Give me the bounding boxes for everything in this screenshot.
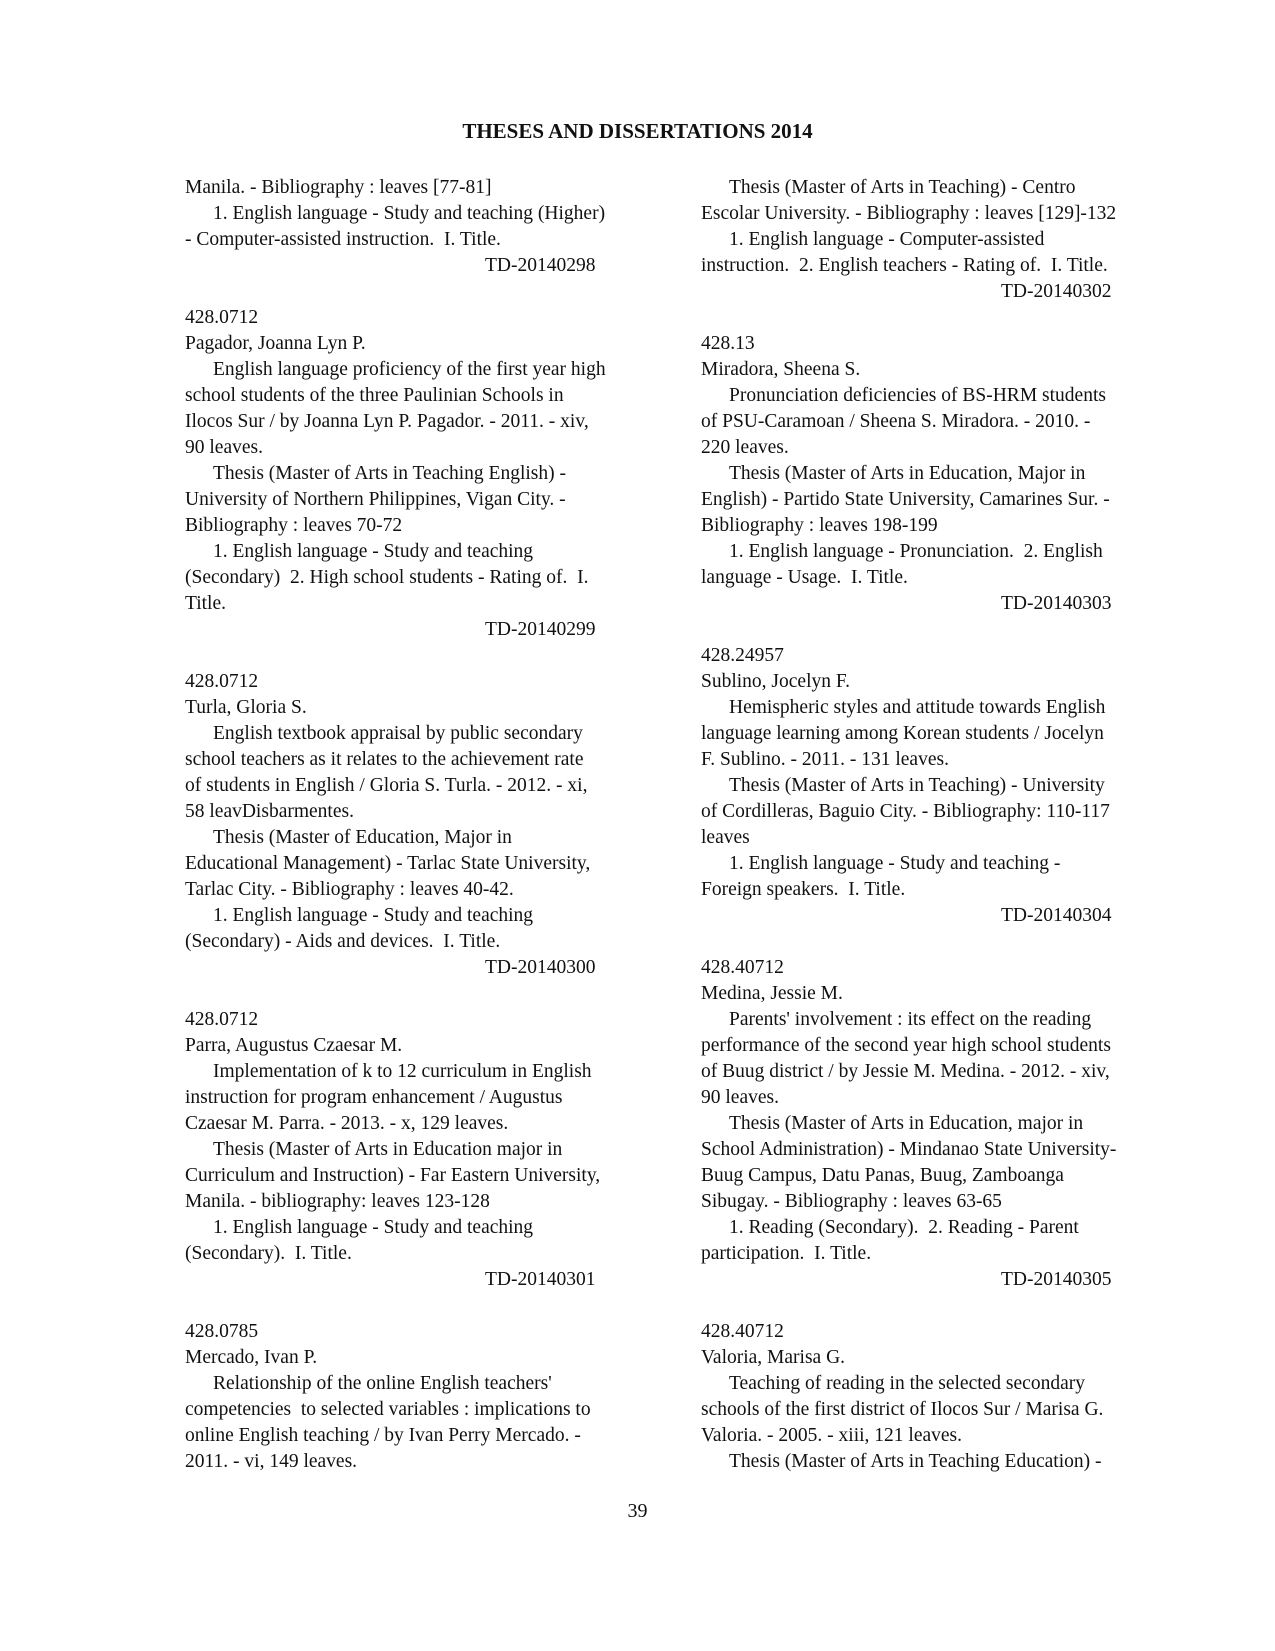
accession-number: TD-20140305 <box>1001 1269 1112 1290</box>
title-line: performance of the second year high school students <box>701 1035 1111 1056</box>
thesis-note-line: School Administration) - Mindanao State University- <box>701 1139 1117 1160</box>
author-name: Miradora, Sheena S. <box>701 359 861 380</box>
thesis-note-line: Tarlac City. - Bibliography : leaves 40-42. <box>185 879 514 900</box>
subject-line: (Secondary). I. Title. <box>185 1243 352 1264</box>
catalog-entry <box>185 1319 675 1475</box>
subject-line: Title. <box>185 593 227 614</box>
continuation-line: instruction. 2. English teachers - Rating of. I. Title. <box>701 255 1108 276</box>
entry-spacer <box>185 279 675 305</box>
entry-spacer <box>701 929 1191 955</box>
thesis-note-line: Thesis (Master of Arts in Education, Major in <box>729 463 1086 484</box>
continuation-line: Thesis (Master of Arts in Teaching) - Centro <box>729 177 1076 198</box>
accession-number: TD-20140299 <box>485 619 596 640</box>
author-name: Pagador, Joanna Lyn P. <box>185 333 366 354</box>
title-line: language learning among Korean students / Jocelyn <box>701 723 1104 744</box>
thesis-note-line: Thesis (Master of Arts in Teaching Education) - <box>729 1451 1102 1472</box>
catalog-entry <box>701 331 1191 617</box>
title-line: Parents' involvement : its effect on the reading <box>729 1009 1092 1030</box>
continuation-line: Manila. - Bibliography : leaves [77-81] <box>185 177 492 198</box>
subject-line: language - Usage. I. Title. <box>701 567 908 588</box>
title-line: instruction for program enhancement / Augustus <box>185 1087 563 1108</box>
title-line: of students in English / Gloria S. Turla. - 2012. - xi, <box>185 775 588 796</box>
title-line: 58 leavDisbarmentes. <box>185 801 354 822</box>
title-line: Czaesar M. Parra. - 2013. - x, 129 leaves. <box>185 1113 509 1134</box>
title-line: English language proficiency of the first year high <box>213 359 606 380</box>
thesis-note-line: Educational Management) - Tarlac State University, <box>185 853 591 874</box>
page-number: 39 <box>627 1500 648 1522</box>
thesis-note-line: Curriculum and Instruction) - Far Eastern University, <box>185 1165 601 1186</box>
entry-spacer <box>185 1293 675 1319</box>
author-name: Parra, Augustus Czaesar M. <box>185 1035 403 1056</box>
title-line: competencies to selected variables : implications to <box>185 1399 591 1420</box>
call-number: 428.40712 <box>701 957 784 978</box>
subject-line: Foreign speakers. I. Title. <box>701 879 906 900</box>
title-line: 90 leaves. <box>701 1087 779 1108</box>
accession-number: TD-20140300 <box>485 957 596 978</box>
title-line: Pronunciation deficiencies of BS-HRM students <box>729 385 1106 406</box>
thesis-note-line: Buug Campus, Datu Panas, Buug, Zamboanga <box>701 1165 1064 1186</box>
thesis-note-line: Bibliography : leaves 70-72 <box>185 515 403 536</box>
catalog-entry <box>185 669 675 981</box>
continuation-line: Escolar University. - Bibliography : leaves [129]-132 <box>701 203 1117 224</box>
thesis-note-line: of Cordilleras, Baguio City. - Bibliography: 110-117 <box>701 801 1110 822</box>
entry-spacer <box>701 305 1191 331</box>
subject-line: (Secondary) - Aids and devices. I. Title. <box>185 931 501 952</box>
call-number: 428.13 <box>701 333 755 354</box>
author-name: Turla, Gloria S. <box>185 697 307 718</box>
author-name: Sublino, Jocelyn F. <box>701 671 851 692</box>
catalog-entry <box>701 643 1191 929</box>
subject-line: 1. English language - Pronunciation. 2. English <box>729 541 1103 562</box>
subject-line: 1. English language - Study and teaching <box>213 1217 534 1238</box>
continuation-line: - Computer-assisted instruction. I. Title. <box>185 229 501 250</box>
catalog-entry <box>701 1319 1191 1475</box>
entry-spacer <box>701 1293 1191 1319</box>
title-line: Implementation of k to 12 curriculum in English <box>213 1061 592 1082</box>
title-line: schools of the first district of Ilocos Sur / Marisa G. <box>701 1399 1104 1420</box>
title-line: Relationship of the online English teachers' <box>213 1373 552 1394</box>
accession-number: TD-20140301 <box>485 1269 596 1290</box>
thesis-note-line: English) - Partido State University, Camarines Sur. - <box>701 489 1110 510</box>
accession-number: TD-20140298 <box>485 255 596 276</box>
thesis-note-line: Sibugay. - Bibliography : leaves 63-65 <box>701 1191 1002 1212</box>
call-number: 428.0712 <box>185 307 259 328</box>
call-number: 428.0712 <box>185 671 259 692</box>
title-line: 90 leaves. <box>185 437 263 458</box>
left-column <box>185 175 675 1475</box>
entry-spacer <box>701 617 1191 643</box>
subject-line: 1. English language - Study and teaching - <box>729 853 1061 874</box>
title-line: Teaching of reading in the selected secondary <box>729 1373 1085 1394</box>
thesis-note-line: Thesis (Master of Education, Major in <box>213 827 512 848</box>
title-line: 220 leaves. <box>701 437 789 458</box>
call-number: 428.24957 <box>701 645 784 666</box>
thesis-note-line: Thesis (Master of Arts in Teaching English) - <box>213 463 566 484</box>
page-header: THESES AND DISSERTATIONS 2014 <box>462 119 813 143</box>
continuation-line: 1. English language - Study and teaching (Higher) <box>213 203 606 224</box>
title-line: Ilocos Sur / by Joanna Lyn P. Pagador. - 2011. - xiv, <box>185 411 589 432</box>
thesis-note-line: Manila. - bibliography: leaves 123-128 <box>185 1191 490 1212</box>
continued-entry <box>701 175 1191 305</box>
subject-line: participation. I. Title. <box>701 1243 872 1264</box>
title-line: 2011. - vi, 149 leaves. <box>185 1451 358 1472</box>
accession-number: TD-20140302 <box>1001 281 1112 302</box>
subject-line: 1. Reading (Secondary). 2. Reading - Parent <box>729 1217 1079 1238</box>
title-line: online English teaching / by Ivan Perry Mercado. - <box>185 1425 581 1446</box>
author-name: Valoria, Marisa G. <box>701 1347 846 1368</box>
title-line: school teachers as it relates to the achievement rate <box>185 749 584 770</box>
title-line: Valoria. - 2005. - xiii, 121 leaves. <box>701 1425 963 1446</box>
title-line: Hemispheric styles and attitude towards English <box>729 697 1106 718</box>
title-line: English textbook appraisal by public secondary <box>213 723 583 744</box>
title-line: F. Sublino. - 2011. - 131 leaves. <box>701 749 949 770</box>
right-column <box>701 175 1191 1475</box>
continued-entry <box>185 175 675 279</box>
thesis-note-line: Bibliography : leaves 198-199 <box>701 515 938 536</box>
thesis-note-line: leaves <box>701 827 750 848</box>
call-number: 428.0785 <box>185 1321 259 1342</box>
subject-line: 1. English language - Study and teaching <box>213 541 534 562</box>
title-line: of PSU-Caramoan / Sheena S. Miradora. - 2010. - <box>701 411 1091 432</box>
call-number: 428.0712 <box>185 1009 259 1030</box>
continuation-line: 1. English language - Computer-assisted <box>729 229 1045 250</box>
call-number: 428.40712 <box>701 1321 784 1342</box>
title-line: of Buug district / by Jessie M. Medina. - 2012. - xiv, <box>701 1061 1110 1082</box>
title-line: school students of the three Paulinian Schools in <box>185 385 564 406</box>
catalog-entry <box>185 1007 675 1293</box>
author-name: Mercado, Ivan P. <box>185 1347 318 1368</box>
accession-number: TD-20140304 <box>1001 905 1112 926</box>
thesis-note-line: Thesis (Master of Arts in Education, major in <box>729 1113 1084 1134</box>
thesis-note-line: University of Northern Philippines, Vigan City. - <box>185 489 566 510</box>
author-name: Medina, Jessie M. <box>701 983 843 1004</box>
catalog-entry <box>701 955 1191 1293</box>
thesis-note-line: Thesis (Master of Arts in Teaching) - University <box>729 775 1105 796</box>
accession-number: TD-20140303 <box>1001 593 1112 614</box>
entry-spacer <box>185 643 675 669</box>
subject-line: 1. English language - Study and teaching <box>213 905 534 926</box>
thesis-note-line: Thesis (Master of Arts in Education major in <box>213 1139 563 1160</box>
catalog-entry <box>185 305 675 643</box>
entry-spacer <box>185 981 675 1007</box>
subject-line: (Secondary) 2. High school students - Rating of. I. <box>185 567 589 588</box>
